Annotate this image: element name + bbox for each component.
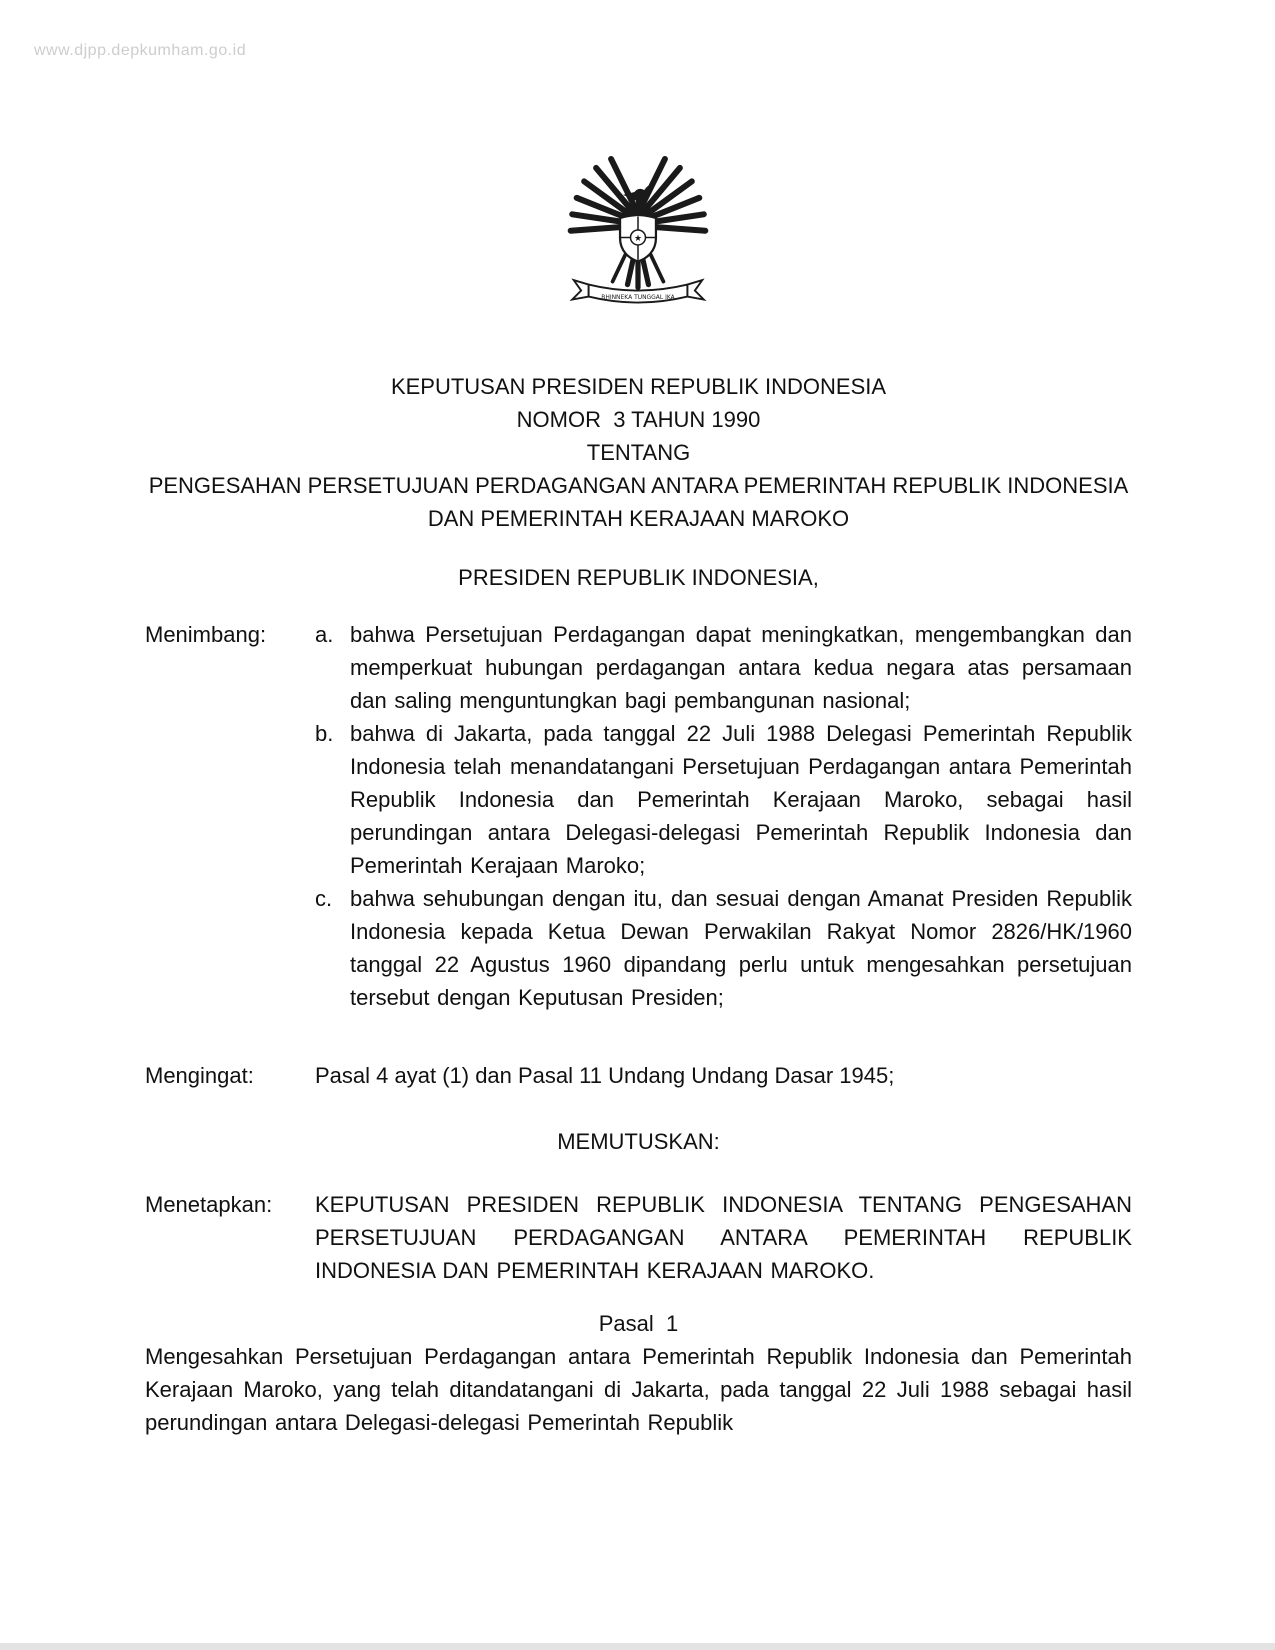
mengingat-text: Pasal 4 ayat (1) dan Pasal 11 Undang Undang Dasar 1945; (315, 1063, 895, 1088)
title-line-tentang: TENTANG (586, 440, 691, 465)
menetapkan-text: KEPUTUSAN PRESIDEN REPUBLIK INDONESIA TENTANG PENGESAHAN PERSETUJUAN PERDAGANGAN ANTARA PEMERINTAH REPUBLIK INDONESIA DAN PEMERINTAH KERAJAAN MAROKO. (315, 1192, 1132, 1283)
title-block (145, 370, 1132, 535)
garuda-pancasila-emblem-icon (563, 138, 713, 310)
item-marker: a. (315, 622, 334, 647)
menetapkan-label: Menetapkan: (145, 1192, 273, 1217)
menimbang-item-b (315, 717, 1132, 882)
page-bottom-edge (0, 1643, 1275, 1650)
mengingat-label: Mengingat: (145, 1063, 254, 1088)
memutuskan-heading: MEMUTUSKAN: (557, 1129, 720, 1154)
menimbang-item-c (315, 882, 1132, 1014)
watermark: www.djpp.depkumham.go.id (34, 42, 247, 59)
item-text: bahwa Persetujuan Perdagangan dapat meningkatkan, mengembangkan dan memperkuat hubungan perdagangan antara kedua negara atas persamaan dan saling menguntungkan bagi pembangunan nasional; (350, 622, 1132, 713)
item-text: bahwa di Jakarta, pada tanggal 22 Juli 1988 Delegasi Pemerintah Republik Indonesia telah menandatangani Persetujuan Perdagangan antara Pemerintah Republik Indonesia dan Pemerintah Kerajaan Maroko, sebagai hasil perundingan antara Delegasi-delegasi Pemerintah Republik Indonesia dan Pemerintah Kerajaan Maroko; (350, 721, 1132, 878)
title-line-1: KEPUTUSAN PRESIDEN REPUBLIK INDONESIA (390, 374, 887, 399)
title-line-number: NOMOR 3 TAHUN 1990 (516, 407, 761, 432)
star-icon: ★ (633, 234, 642, 245)
mengingat-clause (145, 1059, 1132, 1092)
title-line-subject-1: PENGESAHAN PERSETUJUAN PERDAGANGAN ANTARA PEMERINTAH REPUBLIK INDONESIA (148, 473, 1129, 498)
issuer-line: PRESIDEN REPUBLIK INDONESIA, (458, 565, 819, 590)
item-marker: c. (315, 886, 333, 911)
pasal-1-text: Mengesahkan Persetujuan Perdagangan antara Pemerintah Republik Indonesia dan Pemerintah Kerajaan Maroko, yang telah ditandatangani di Jakarta, pada tanggal 22 Juli 1988 sebagai hasil perundingan antara Delegasi-delegasi Pemerintah Republik (145, 1344, 1132, 1435)
item-marker: b. (315, 721, 334, 746)
pancasila-shield (620, 215, 656, 261)
emblem-motto: BHINNEKA TUNGGAL IKA (600, 293, 675, 301)
pasal-1-heading: Pasal 1 (598, 1311, 679, 1336)
menimbang-label: Menimbang: (145, 622, 267, 647)
item-text: bahwa sehubungan dengan itu, dan sesuai dengan Amanat Presiden Republik Indonesia kepada Ketua Dewan Perwakilan Rakyat Nomor 2826/HK/1960 tanggal 22 Agustus 1960 dipandang perlu untuk mengesahkan persetujuan tersebut dengan Keputusan Presiden; (350, 886, 1132, 1010)
menetapkan-clause (145, 1188, 1132, 1287)
title-line-subject-2: DAN PEMERINTAH KERAJAAN MAROKO (427, 506, 850, 531)
document-content (0, 370, 1275, 1439)
menimbang-item-a (315, 618, 1132, 717)
menimbang-body (315, 618, 1132, 1014)
menimbang-clause (145, 618, 1132, 1014)
